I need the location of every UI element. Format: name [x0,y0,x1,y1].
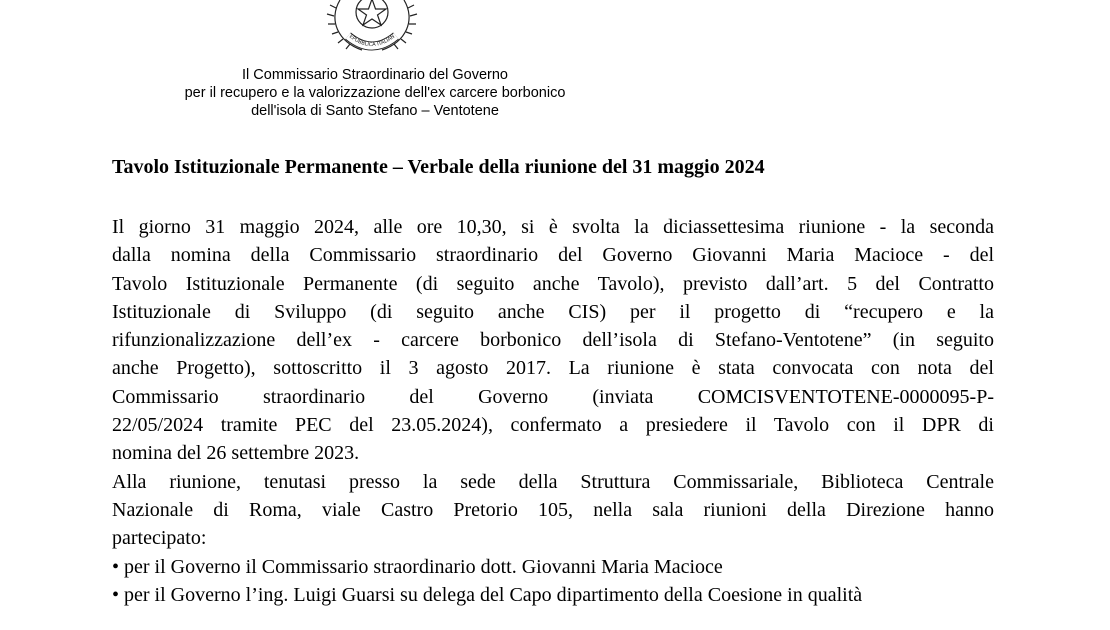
letterhead-line: Il Commissario Straordinario del Governo [242,67,508,83]
letterhead [100,66,650,120]
svg-text:REPUBBLICA ITALIANA: EPUBBLICA ITALIAN [347,33,397,49]
repubblica-italiana-emblem-icon [318,0,426,56]
text-line: Alla riunione, tenutasi presso la sede della Struttura Commissariale, Biblioteca Centrale [112,470,994,493]
participants-list [112,553,994,610]
text-line: Commissario straordinario del Governo (inviata COMCISVENTOTENE-0000095-P- [112,385,994,408]
text-line: Il giorno 31 maggio 2024, alle ore 10,30, si è svolta la diciassettesima riunione - la seconda [112,216,994,238]
list-item: • per il Governo il Commissario straordinario dott. Giovanni Maria Macioce [112,555,723,578]
document-body [112,213,994,609]
paragraph-1 [112,213,994,468]
text-line: Istituzionale di Sviluppo (di seguito anche CIS) per il progetto di “recupero e la [112,300,994,323]
text-line: dalla nomina della Commissario straordinario del Governo Giovanni Maria Macioce - del [112,244,994,267]
list-item: • per il Governo l’ing. Luigi Guarsi su delega del Capo dipartimento della Coesione in qualità [112,583,863,606]
text-line: Tavolo Istituzionale Permanente (di seguito anche Tavolo), previsto dall’art. 5 del Contratto [112,272,994,295]
text-line: nomina del 26 settembre 2023. [112,442,360,465]
document-title: Tavolo Istituzionale Permanente – Verbale della riunione del 31 maggio 2024 [112,156,765,178]
paragraph-2 [112,468,994,553]
letterhead-line: dell'isola di Santo Stefano – Ventotene [251,103,499,119]
text-line: rifunzionalizzazione dell’ex - carcere borbonico dell’isola di Stefano-Ventotene” (in seguito [112,329,994,352]
letterhead-line: per il recupero e la valorizzazione dell'ex carcere borbonico [184,85,566,101]
text-line: 22/05/2024 tramite PEC del 23.05.2024), confermato a presiedere il Tavolo con il DPR di [112,414,994,437]
text-line: anche Progetto), sottoscritto il 3 agosto 2017. La riunione è stata convocata con nota del [112,357,994,380]
text-line: partecipato: [112,527,207,550]
text-line: Nazionale di Roma, viale Castro Pretorio 105, nella sala riunioni della Direzione hanno [112,498,994,521]
